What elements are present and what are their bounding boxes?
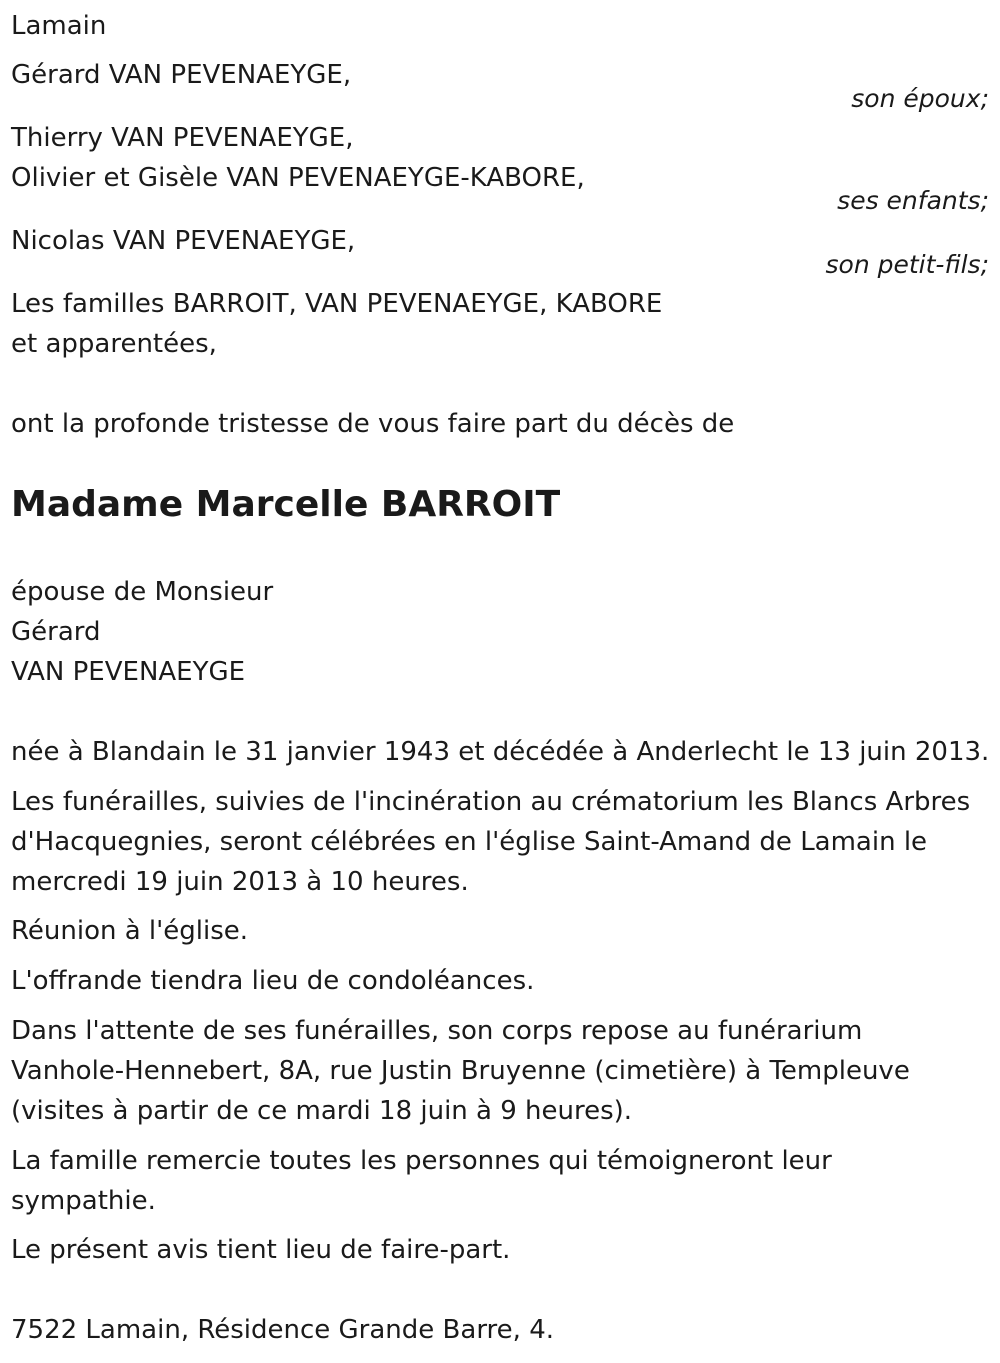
spouse-of-line: Gérard <box>11 617 101 647</box>
grandson-name: Nicolas VAN PEVENAEYGE, <box>11 226 356 256</box>
families-line: et apparentées, <box>11 329 217 359</box>
families-line: Les familles BARROIT, VAN PEVENAEYGE, KABORE <box>11 289 663 319</box>
funeral-line: Les funérailles, suivies de l'incinération au crématorium les Blancs Arbres <box>11 787 971 817</box>
children-role: ses enfants; <box>837 186 989 215</box>
notice-text: Le présent avis tient lieu de faire-part. <box>11 1235 511 1265</box>
funeral-line: d'Hacquegnies, seront célébrées en l'église Saint-Amand de Lamain le <box>11 827 928 857</box>
offering-text: L'offrande tiendra lieu de condoléances. <box>11 966 535 996</box>
meeting-text: Réunion à l'église. <box>11 916 249 946</box>
address-text: 7522 Lamain, Résidence Grande Barre, 4. <box>11 1315 555 1345</box>
funerarium-line: Dans l'attente de ses funérailles, son corps repose au funérarium <box>11 1016 863 1046</box>
child-name: Thierry VAN PEVENAEYGE, <box>11 123 354 153</box>
thanks-line: sympathie. <box>11 1186 156 1216</box>
spouse-name: Gérard VAN PEVENAEYGE, <box>11 60 352 90</box>
location-header: Lamain <box>11 11 107 41</box>
grandson-role: son petit-fils; <box>825 250 989 279</box>
funeral-line: mercredi 19 juin 2013 à 10 heures. <box>11 867 469 897</box>
birth-death-text: née à Blandain le 31 janvier 1943 et décédée à Anderlecht le 13 juin 2013. <box>11 737 990 767</box>
spouse-of-line: VAN PEVENAEYGE <box>11 657 246 687</box>
funerarium-line: (visites à partir de ce mardi 18 juin à 9 heures). <box>11 1096 633 1126</box>
announcement-text: ont la profonde tristesse de vous faire part du décès de <box>11 409 735 439</box>
deceased-name: Madame Marcelle BARROIT <box>11 484 561 525</box>
spouse-of-line: épouse de Monsieur <box>11 577 274 607</box>
thanks-line: La famille remercie toutes les personnes qui témoigneront leur <box>11 1146 832 1176</box>
spouse-role: son époux; <box>851 84 989 113</box>
child-name: Olivier et Gisèle VAN PEVENAEYGE-KABORE, <box>11 163 585 193</box>
funerarium-line: Vanhole-Hennebert, 8A, rue Justin Bruyenne (cimetière) à Templeuve <box>11 1056 910 1086</box>
